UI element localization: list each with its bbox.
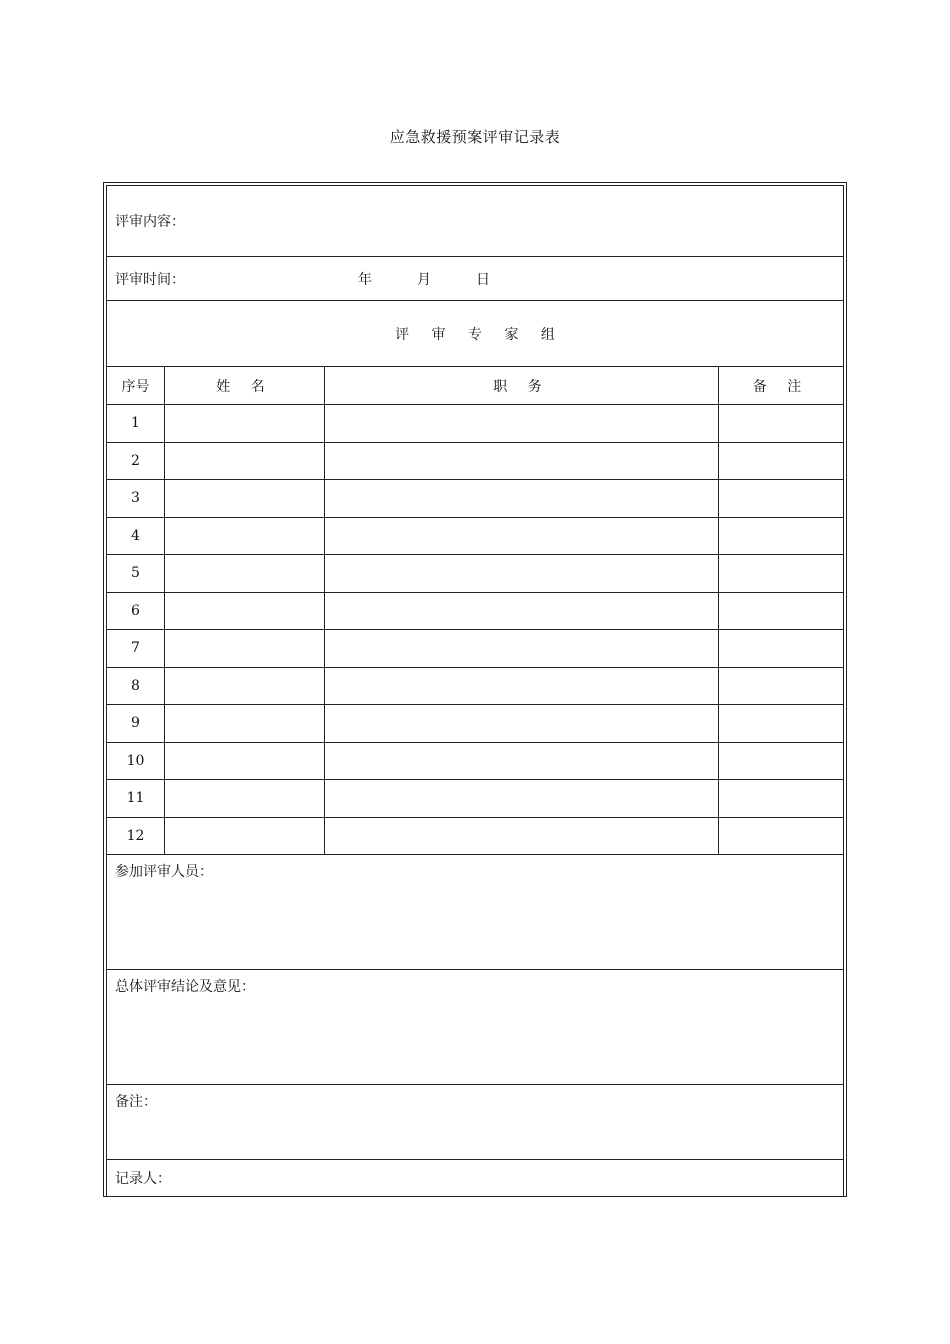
expert-serial: 4 [107,517,165,555]
expert-position-cell[interactable] [325,517,719,555]
expert-row [107,442,844,480]
expert-position-cell[interactable] [325,630,719,668]
expert-name-cell[interactable] [165,742,325,780]
expert-remarks-cell[interactable] [719,555,844,593]
expert-serial: 3 [107,480,165,518]
expert-remarks-cell[interactable] [719,817,844,855]
participants-label: 参加评审人员： [115,864,213,880]
expert-remarks-cell[interactable] [719,742,844,780]
expert-name-cell[interactable] [165,442,325,480]
expert-group-title: 评 审 专 家 组 [395,326,564,343]
expert-name-cell[interactable] [165,817,325,855]
remarks-label: 备注： [115,1094,157,1110]
participants-row [107,855,844,970]
review-record-table [106,185,844,1197]
expert-row [107,705,844,743]
expert-row [107,592,844,630]
expert-name-cell[interactable] [165,592,325,630]
expert-row [107,405,844,443]
expert-name-cell[interactable] [165,405,325,443]
expert-row [107,517,844,555]
participants-cell[interactable] [107,855,844,970]
remarks-row [107,1085,844,1160]
header-name: 姓 名 [165,367,325,405]
expert-row [107,742,844,780]
expert-name-cell[interactable] [165,705,325,743]
expert-remarks-cell[interactable] [719,592,844,630]
recorder-cell[interactable] [107,1160,844,1197]
expert-row [107,817,844,855]
expert-name-cell[interactable] [165,480,325,518]
month-label: 月 [417,271,431,288]
expert-serial: 8 [107,667,165,705]
expert-name-cell[interactable] [165,630,325,668]
expert-remarks-cell[interactable] [719,705,844,743]
review-content-cell[interactable] [107,186,844,257]
expert-name-cell[interactable] [165,517,325,555]
expert-position-cell[interactable] [325,817,719,855]
expert-serial: 7 [107,630,165,668]
expert-serial: 10 [107,742,165,780]
expert-serial: 5 [107,555,165,593]
header-position: 职 务 [325,367,719,405]
expert-serial: 6 [107,592,165,630]
header-remarks: 备 注 [719,367,844,405]
expert-position-cell[interactable] [325,442,719,480]
expert-position-cell[interactable] [325,555,719,593]
remarks-cell[interactable] [107,1085,844,1160]
expert-position-cell[interactable] [325,780,719,818]
conclusion-cell[interactable] [107,970,844,1085]
expert-remarks-cell[interactable] [719,405,844,443]
expert-remarks-cell[interactable] [719,480,844,518]
expert-row [107,780,844,818]
expert-row [107,667,844,705]
expert-serial: 1 [107,405,165,443]
review-content-row [107,186,844,257]
review-record-form [103,182,847,1197]
expert-serial: 9 [107,705,165,743]
expert-remarks-cell[interactable] [719,630,844,668]
expert-remarks-cell[interactable] [719,442,844,480]
expert-name-cell[interactable] [165,555,325,593]
conclusion-row [107,970,844,1085]
expert-row [107,555,844,593]
expert-name-cell[interactable] [165,667,325,705]
expert-position-cell[interactable] [325,480,719,518]
expert-remarks-cell[interactable] [719,667,844,705]
document-title: 应急救援预案评审记录表 [389,128,561,146]
day-label: 日 [476,271,490,288]
conclusion-label: 总体评审结论及意见： [115,979,255,995]
expert-position-cell[interactable] [325,705,719,743]
expert-row [107,480,844,518]
expert-remarks-cell[interactable] [719,517,844,555]
year-label: 年 [358,271,372,288]
expert-row [107,630,844,668]
expert-table-header-row [107,367,844,405]
expert-serial: 12 [107,817,165,855]
expert-position-cell[interactable] [325,592,719,630]
expert-position-cell[interactable] [325,667,719,705]
header-serial: 序号 [107,367,165,405]
expert-serial: 11 [107,780,165,818]
expert-group-title-row [107,301,844,367]
expert-position-cell[interactable] [325,405,719,443]
review-time-row [107,257,844,301]
recorder-row [107,1160,844,1197]
expert-position-cell[interactable] [325,742,719,780]
recorder-label: 记录人： [115,1171,171,1187]
expert-group-title-cell [107,301,844,367]
expert-remarks-cell[interactable] [719,780,844,818]
review-time-cell[interactable] [107,257,844,301]
expert-name-cell[interactable] [165,780,325,818]
review-time-label: 评审时间： [115,271,185,288]
review-content-label: 评审内容： [115,214,185,230]
expert-serial: 2 [107,442,165,480]
